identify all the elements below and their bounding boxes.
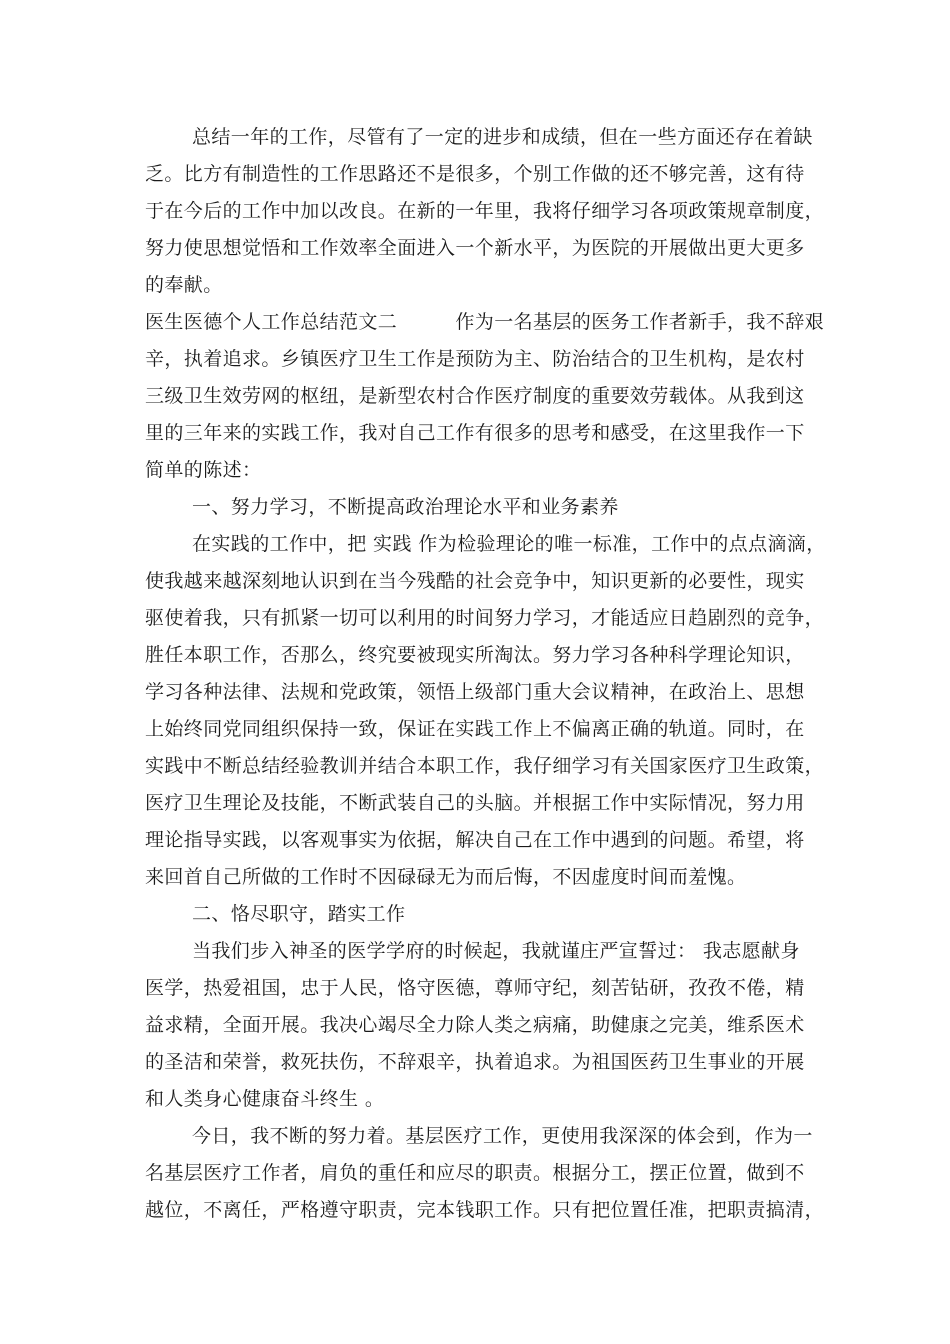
paragraph-line: 实践中不断总结经验教训并结合本职工作，我仔细学习有关国家医疗卫生政策， (145, 755, 825, 777)
paragraph-line: 驱使着我，只有抓紧一切可以利用的时间努力学习，才能适应日趋剧烈的竞争， (145, 607, 825, 629)
paragraph-line: 医疗卫生理论及技能，不断武装自己的头脑。并根据工作中实际情况，努力用 (145, 792, 805, 814)
section-title-line: 医生医德个人工作总结范文二 作为一名基层的医务工作者新手，我不辞艰 (145, 311, 825, 333)
paragraph-line: 三级卫生效劳网的枢纽，是新型农村合作医疗制度的重要效劳载体。从我到这 (145, 385, 805, 407)
paragraph-line: 使我越来越深刻地认识到在当今残酷的社会竞争中，知识更新的必要性，现实 (145, 570, 805, 592)
paragraph-line: 简单的陈述： (145, 459, 262, 481)
paragraph-line: 益求精，全面开展。我决心竭尽全力除人类之病痛，助健康之完美，维系医术 (145, 1014, 805, 1036)
paragraph-line: 的圣洁和荣誉，救死扶伤，不辞艰辛，执着追求。为祖国医药卫生事业的开展 (145, 1051, 805, 1073)
paragraph-line: 辛，执着追求。乡镇医疗卫生工作是预防为主、防治结合的卫生机构，是农村 (145, 348, 805, 370)
paragraph-line: 乏。比方有制造性的工作思路还不是很多，个别工作做的还不够完善，这有待 (145, 163, 805, 185)
paragraph-line: 努力使思想觉悟和工作效率全面进入一个新水平，为医院的开展做出更大更多 (145, 237, 805, 259)
section-heading: 一、努力学习，不断提高政治理论水平和业务素养 (192, 496, 619, 518)
paragraph-line: 今日，我不断的努力着。基层医疗工作，更使用我深深的体会到，作为一 (192, 1125, 813, 1147)
paragraph-line: 在实践的工作中，把 实践 作为检验理论的唯一标准，工作中的点点滴滴， (192, 533, 826, 555)
paragraph-line: 理论指导实践，以客观事实为依据，解决自己在工作中遇到的问题。希望，将 (145, 829, 805, 851)
paragraph-line: 来回首自己所做的工作时不因碌碌无为而后悔，不因虚度时间而羞愧。 (145, 866, 747, 888)
section-heading: 二、恪尽职守，踏实工作 (192, 903, 406, 925)
paragraph-line: 于在今后的工作中加以改良。在新的一年里，我将仔细学习各项政策规章制度， (145, 200, 825, 222)
paragraph-line: 名基层医疗工作者，肩负的重任和应尽的职责。根据分工，摆正位置，做到不 (145, 1162, 805, 1184)
paragraph-line: 和人类身心健康奋斗终生 。 (145, 1088, 385, 1110)
paragraph-line: 胜任本职工作，否那么，终究要被现实所淘汰。努力学习各种科学理论知识， (145, 644, 805, 666)
paragraph-line: 越位，不离任，严格遵守职责，完本钱职工作。只有把位置任准，把职责搞清， (145, 1199, 825, 1221)
paragraph-line: 总结一年的工作，尽管有了一定的进步和成绩，但在一些方面还存在着缺 (192, 126, 813, 148)
paragraph-line: 上始终同党同组织保持一致，保证在实践工作上不偏离正确的轨道。同时，在 (145, 718, 805, 740)
paragraph-line: 的奉献。 (145, 274, 223, 296)
paragraph-line: 里的三年来的实践工作，我对自己工作有很多的思考和感受，在这里我作一下 (145, 422, 805, 444)
paragraph-line: 学习各种法律、法规和党政策，领悟上级部门重大会议精神，在政治上、思想 (145, 681, 805, 703)
paragraph-line: 医学，热爱祖国，忠于人民，恪守医德，尊师守纪，刻苦钻研，孜孜不倦，精 (145, 977, 805, 999)
paragraph-line: 当我们步入神圣的医学学府的时候起，我就谨庄严宣誓过： 我志愿献身 (192, 940, 800, 962)
